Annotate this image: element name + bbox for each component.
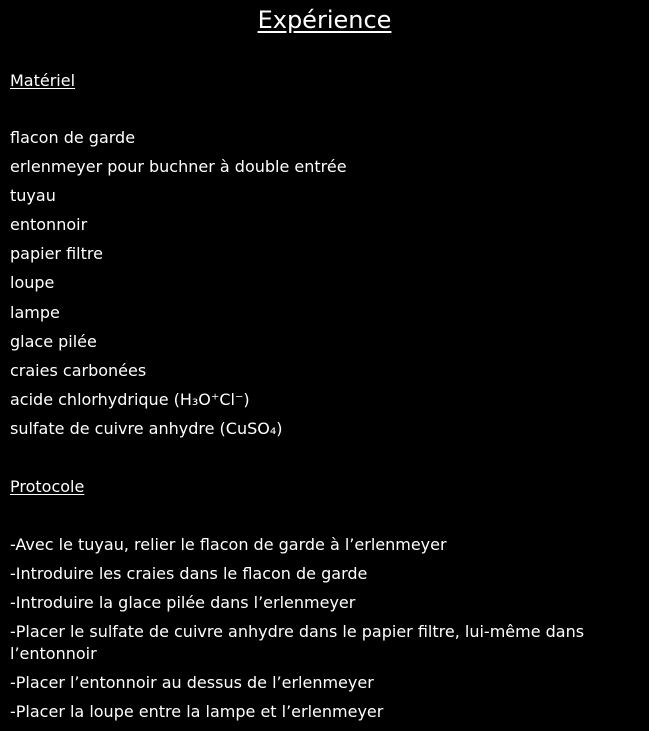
materiel-item: craies carbonées <box>10 360 147 380</box>
protocole-step: -Introduire les craies dans le flacon de garde <box>10 564 368 584</box>
materiel-item: entonnoir <box>10 215 88 235</box>
materiel-item: loupe <box>10 273 55 293</box>
materiel-item: erlenmeyer pour buchner à double entrée <box>10 157 347 177</box>
materiel-item: papier filtre <box>10 244 103 264</box>
protocole-step: -Placer l’entonnoir au dessus de l’erlenmeyer <box>10 673 374 693</box>
materiel-list <box>10 127 630 447</box>
protocole-step: -Placer le sulfate de cuivre anhydre dans le papier filtre, lui-même dans l’entonnoir <box>10 622 585 664</box>
protocole-step: -Avec le tuyau, relier le flacon de garde à l’erlenmeyer <box>10 535 447 554</box>
protocole-step: -Placer la loupe entre la lampe et l’erlenmeyer <box>10 702 384 722</box>
materiel-heading: Matériel <box>10 71 76 90</box>
protocole-step: -Introduire la glace pilée dans l’erlenmeyer <box>10 593 356 613</box>
materiel-item: tuyau <box>10 186 56 206</box>
materiel-item: glace pilée <box>10 331 97 351</box>
materiel-item: lampe <box>10 302 60 322</box>
materiel-item: acide chlorhydrique (H₃O⁺Cl⁻) <box>10 389 250 409</box>
materiel-item: flacon de garde <box>10 128 136 147</box>
protocole-heading: Protocole <box>10 477 85 496</box>
protocole-list <box>10 534 630 731</box>
materiel-item: sulfate de cuivre anhydre (CuSO₄) <box>10 418 283 438</box>
page-title: Expérience <box>257 6 392 34</box>
